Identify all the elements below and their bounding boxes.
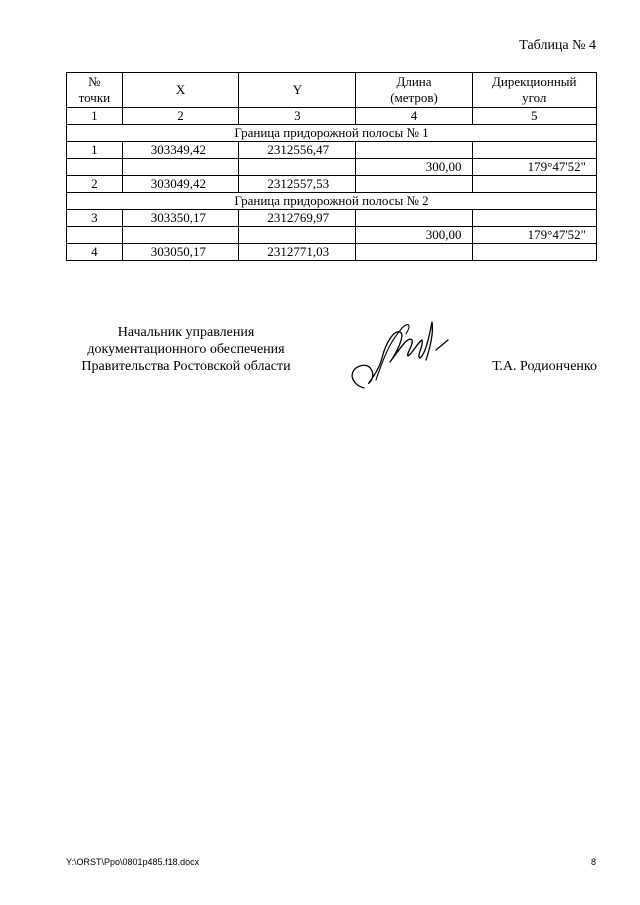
x-value: 303349,42 (122, 142, 239, 159)
point-number: 1 (67, 142, 123, 159)
column-number: 2 (122, 108, 239, 125)
signatory-name: Т.А. Родионченко (492, 359, 597, 374)
empty-cell (122, 159, 239, 176)
page-number: 8 (590, 857, 596, 867)
header-angle: Дирекционный угол (472, 73, 596, 108)
empty-cell (472, 176, 596, 193)
segment-row (67, 159, 597, 176)
empty-cell (472, 142, 596, 159)
header-x: X (122, 73, 239, 108)
table-row (67, 244, 597, 261)
x-value: 303049,42 (122, 176, 239, 193)
handwritten-signature (342, 310, 452, 400)
footer-file-path: Y:\ORST\Ppo\0801p485.f18.docx (66, 857, 200, 867)
point-number: 4 (67, 244, 123, 261)
empty-cell (472, 244, 596, 261)
point-number: 3 (67, 210, 123, 227)
y-value: 2312771,03 (239, 244, 356, 261)
empty-cell (239, 227, 356, 244)
angle-value: 179°47'52" (472, 159, 596, 176)
x-value: 303350,17 (122, 210, 239, 227)
empty-cell (472, 210, 596, 227)
signature-block (66, 324, 597, 404)
empty-cell (239, 159, 356, 176)
table-row (67, 142, 597, 159)
angle-value: 179°47'52" (472, 227, 596, 244)
empty-cell (356, 210, 472, 227)
section-title-row (67, 125, 597, 142)
column-number: 5 (472, 108, 596, 125)
section-title: Граница придорожной полосы № 1 (67, 125, 597, 142)
point-number: 2 (67, 176, 123, 193)
empty-cell (356, 142, 472, 159)
section-title-row (67, 193, 597, 210)
column-number-row (67, 108, 597, 125)
header-point-number: № точки (67, 73, 123, 108)
length-value: 300,00 (356, 227, 472, 244)
y-value: 2312769,97 (239, 210, 356, 227)
coordinates-table (66, 72, 597, 261)
empty-cell (67, 159, 123, 176)
x-value: 303050,17 (122, 244, 239, 261)
y-value: 2312557,53 (239, 176, 356, 193)
column-number: 4 (356, 108, 472, 125)
empty-cell (67, 227, 123, 244)
empty-cell (356, 244, 472, 261)
header-length: Длина (метров) (356, 73, 472, 108)
column-number: 3 (239, 108, 356, 125)
section-title: Граница придорожной полосы № 2 (67, 193, 597, 210)
length-value: 300,00 (356, 159, 472, 176)
table-header-row (67, 73, 597, 108)
empty-cell (356, 176, 472, 193)
header-y: Y (239, 73, 356, 108)
empty-cell (122, 227, 239, 244)
table-row (67, 176, 597, 193)
signatory-position: Начальник управления документационного обеспечения Правительства Ростовской области (81, 325, 291, 374)
table-row (67, 210, 597, 227)
y-value: 2312556,47 (239, 142, 356, 159)
segment-row (67, 227, 597, 244)
table-caption: Таблица № 4 (519, 38, 596, 53)
column-number: 1 (67, 108, 123, 125)
